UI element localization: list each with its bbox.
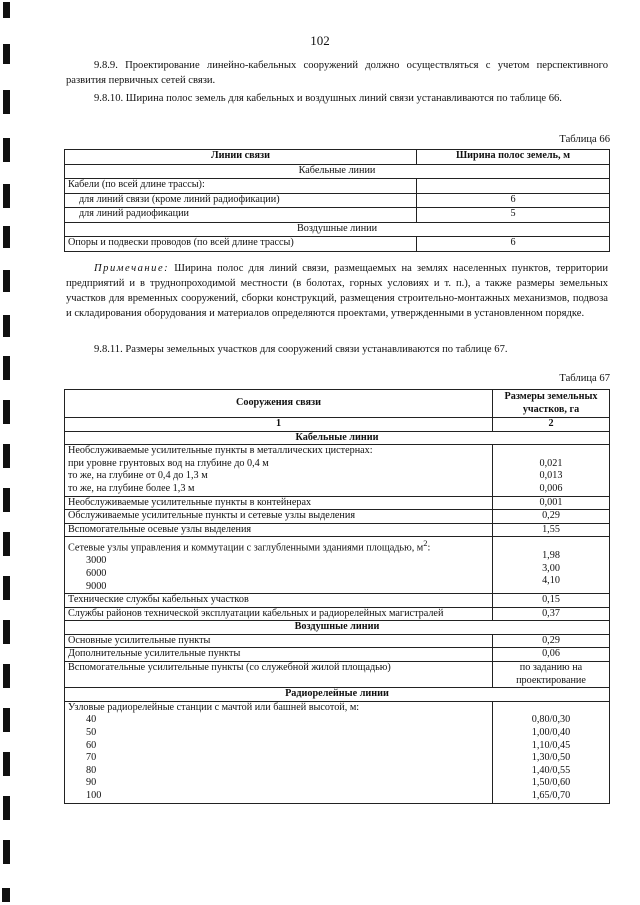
paragraph-9-8-10: 9.8.10. Ширина полос земель для кабельных и воздушных линий связи устанавливаются по таблице 66.	[94, 93, 562, 104]
note-text: Ширина полос для линий связи, размещаемых на землях населенных пунктов, территории предприятий и в труднопроходимой местности (в болотах, горных условиях и т. п.), а также размеры земельных участков для временных сооружений, сборки конструкций, размещения строительно-монтажных механизмов, подвоза и складирования оборудования и материалов определяются проектами, утвержденными в установленном порядке.	[66, 263, 608, 319]
table-header: Линии связи	[65, 150, 417, 165]
binder-mark	[3, 90, 10, 114]
table-66	[64, 149, 610, 252]
binder-mark	[3, 708, 10, 732]
table-cell-empty	[417, 179, 610, 194]
table-header: Ширина полос земель, м	[417, 150, 610, 165]
note-paragraph	[66, 261, 608, 321]
table-row-label: Узловые радиорелейные станции с мачтой или башней высотой, м: 40 50 60 70 80 90 100	[65, 701, 493, 803]
table-cell-value: 0,29	[493, 634, 610, 648]
page-number: 102	[310, 33, 330, 48]
binder-mark	[3, 576, 10, 600]
binder-mark	[3, 664, 10, 688]
binder-mark	[3, 2, 10, 18]
table-66-caption: Таблица 66	[559, 134, 610, 145]
section-radio-relay-lines: Радиорелейные линии	[65, 688, 610, 702]
table-header: Размеры земельных участков, га	[493, 390, 610, 418]
column-number: 2	[493, 418, 610, 432]
table-row-label: для линий радиофикации	[65, 208, 417, 223]
binder-mark	[3, 138, 10, 162]
binder-mark	[3, 444, 10, 468]
paragraph-9-8-9: 9.8.9. Проектирование линейно-кабельных сооружений должно осуществляться с учетом перспективного развития первичных сетей связи.	[66, 60, 608, 86]
table-row-label: Службы районов технической эксплуатации кабельных и радиорелейных магистралей	[65, 607, 493, 621]
table-row-label: Вспомогательные осевые узлы выделения	[65, 523, 493, 537]
note-label: Примечание:	[94, 263, 170, 274]
table-row-label: для линий связи (кроме линий радиофикации)	[65, 193, 417, 208]
table-cell-value: 6	[417, 237, 610, 252]
binder-mark	[3, 532, 10, 556]
section-cable-lines: Кабельные линии	[65, 431, 610, 445]
section-cable-lines: Кабельные линии	[65, 164, 610, 179]
binder-mark	[3, 840, 10, 864]
binder-mark	[3, 184, 10, 208]
table-row-label: Основные усилительные пункты	[65, 634, 493, 648]
table-cell-value: 1,55	[493, 523, 610, 537]
binder-mark	[3, 796, 10, 820]
table-cell-value: 0,021 0,013 0,006	[493, 445, 610, 496]
binder-mark	[3, 226, 10, 248]
table-cell-value: 0,001	[493, 496, 610, 510]
binder-mark	[3, 356, 10, 380]
corner-mark	[2, 888, 10, 902]
table-row-label: Вспомогательные усилительные пункты (со служебной жилой площадью)	[65, 662, 493, 688]
table-cell-value: 6	[417, 193, 610, 208]
table-67	[64, 389, 610, 804]
binder-mark	[3, 752, 10, 776]
table-cell-value: 0,06	[493, 648, 610, 662]
table-row-label: Обслуживаемые усилительные пункты и сетевые узлы выделения	[65, 510, 493, 524]
column-number: 1	[65, 418, 493, 432]
binder-mark	[3, 400, 10, 424]
table-row-label: Необслуживаемые усилительные пункты в металлических цистернах: при уровне грунтовых вод на глубине до 0,4 м то же, на глубине от 0,4 до 1,3 м то же, на глубине более 1,3 м	[65, 445, 493, 496]
table-row-label: Дополнительные усилительные пункты	[65, 648, 493, 662]
paragraph-9-8-11: 9.8.11. Размеры земельных участков для сооружений связи устанавливаются по таблице 67.	[94, 344, 508, 355]
table-67-caption: Таблица 67	[559, 373, 610, 384]
table-row-label: Сетевые узлы управления и коммутации с заглубленными зданиями площадью, $м^2$: 3000 6000 9000	[65, 537, 493, 594]
table-cell-value: 0,37	[493, 607, 610, 621]
binder-mark	[3, 315, 10, 337]
table-row-label: Опоры и подвески проводов (по всей длине трассы)	[65, 237, 417, 252]
table-cell-value: 1,98 3,00 4,10	[493, 537, 610, 594]
table-row-label: Кабели (по всей длине трассы):	[65, 179, 417, 194]
section-air-lines: Воздушные линии	[65, 621, 610, 635]
section-air-lines: Воздушные линии	[65, 222, 610, 237]
table-row-label: Технические службы кабельных участков	[65, 594, 493, 608]
table-header: Сооружения связи	[65, 390, 493, 418]
table-cell-value: 5	[417, 208, 610, 223]
table-cell-value: 0,29	[493, 510, 610, 524]
table-cell-value: 0,15	[493, 594, 610, 608]
table-cell-value: 0,80/0,30 1,00/0,40 1,10/0,45 1,30/0,50 1,40/0,55 1,50/0,60 1,65/0,70	[493, 701, 610, 803]
table-row-label: Необслуживаемые усилительные пункты в контейнерах	[65, 496, 493, 510]
binder-mark	[3, 270, 10, 292]
table-cell-value: по заданию на проектирование	[493, 662, 610, 688]
binder-mark	[3, 620, 10, 644]
binder-mark	[3, 488, 10, 512]
